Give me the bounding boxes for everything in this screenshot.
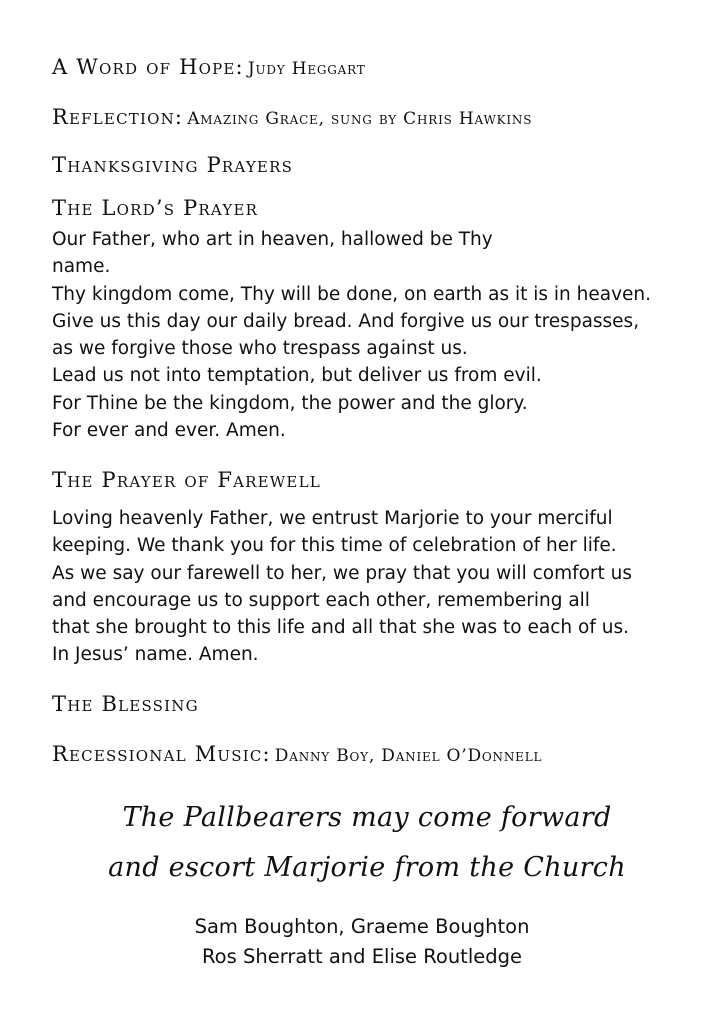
reflection-label: Reflection: [52, 105, 184, 129]
pallbearers-invitation [52, 800, 682, 886]
thanksgiving-prayers-title: Thanksgiving Prayers [52, 153, 294, 177]
pallbearers-invitation-line: The Pallbearers may come forward [122, 802, 612, 833]
lords-prayer-line: Give us this day our daily bread. And forgive us our trespasses, [52, 310, 640, 332]
recessional-music-detail: Danny Boy, Daniel O’Donnell [274, 746, 543, 766]
lords-prayer-line: as we forgive those who trespass against us. [52, 338, 468, 360]
pallbearer-names [52, 912, 672, 972]
farewell-prayer-line: and encourage us to support each other, remembering all [52, 589, 590, 611]
reflection-detail: Amazing Grace, sung by Chris Hawkins [187, 109, 533, 129]
reflection-heading [52, 104, 532, 132]
pallbearer-names-line: Sam Boughton, Graeme Boughton [194, 915, 530, 938]
prayer-of-farewell-title: The Prayer of Farewell [52, 468, 321, 492]
pallbearers-invitation-line: and escort Marjorie from the Church [108, 852, 626, 883]
pallbearer-names-line: Ros Sherratt and Elise Routledge [202, 945, 522, 968]
farewell-prayer-line: that she brought to this life and all that she was to each of us. [52, 617, 629, 639]
lords-prayer-line: For ever and ever. Amen. [52, 420, 286, 442]
lords-prayer-line: Lead us not into temptation, but deliver us from evil. [52, 365, 542, 387]
recessional-music-label: Recessional Music: [52, 742, 271, 766]
lords-prayer-line: Thy kingdom come, Thy will be done, on earth as it is in heaven. [52, 283, 652, 305]
lords-prayer-line: For Thine be the kingdom, the power and the glory. [52, 392, 528, 414]
lords-prayer-line: name. [52, 256, 111, 278]
word-of-hope-heading [52, 54, 366, 82]
recessional-music-heading [52, 741, 542, 769]
farewell-prayer-line: keeping. We thank you for this time of celebration of her life. [52, 535, 617, 557]
farewell-prayer-line: As we say our farewell to her, we pray that you will comfort us [52, 562, 633, 584]
farewell-prayer-line: Loving heavenly Father, we entrust Marjorie to your merciful [52, 508, 613, 529]
prayer-of-farewell-text [52, 505, 712, 669]
farewell-prayer-line: In Jesus’ name. Amen. [52, 644, 259, 666]
lords-prayer-title: The Lord’s Prayer [52, 196, 259, 220]
blessing-title: The Blessing [52, 692, 199, 716]
lords-prayer-text [52, 226, 712, 444]
word-of-hope-label: A Word of Hope: [52, 55, 244, 79]
word-of-hope-speaker: Judy Heggart [247, 59, 366, 79]
lords-prayer-line: Our Father, who art in heaven, hallowed be Thy [52, 229, 493, 250]
